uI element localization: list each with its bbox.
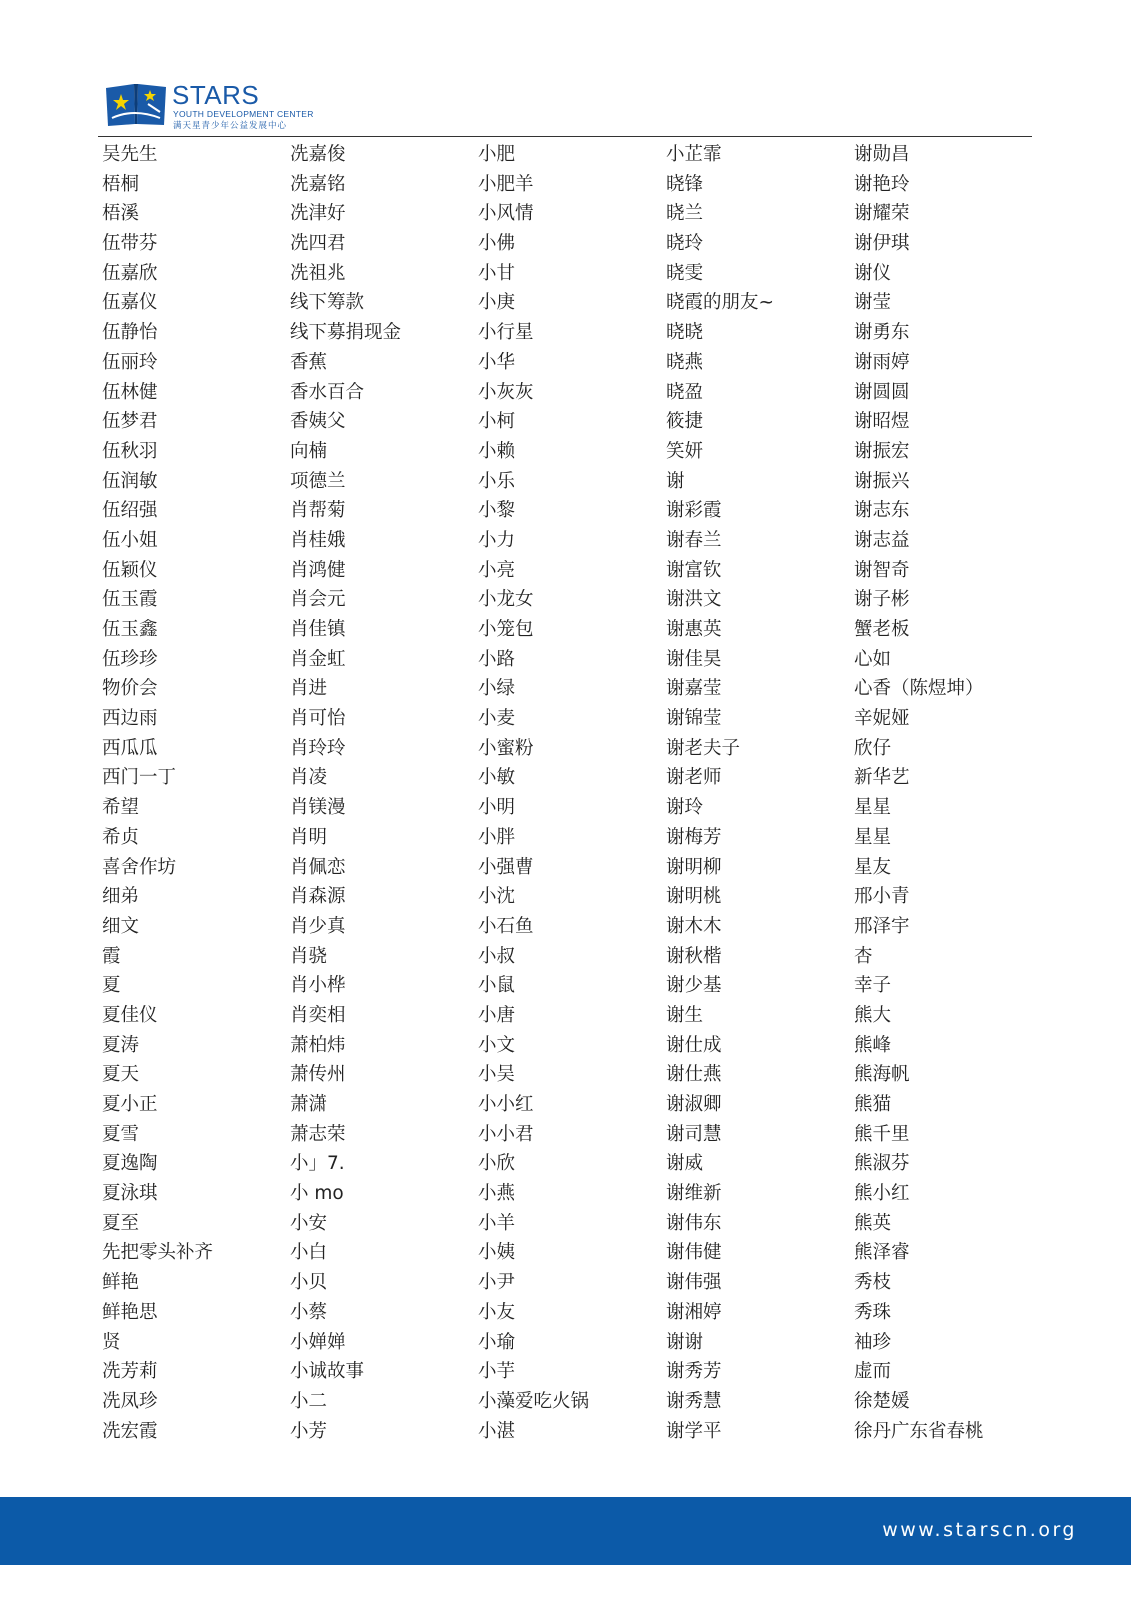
donor-name: 夏雪	[102, 1123, 140, 1145]
donor-name: 小藻爱吃火锅	[478, 1390, 590, 1412]
donor-name: 晓晓	[666, 322, 704, 344]
donor-name: 冼津好	[290, 203, 346, 225]
donor-name: 物价会	[102, 678, 158, 700]
donor-name: 小小红	[478, 1094, 534, 1115]
donor-name: 霞	[102, 945, 121, 967]
donor-name: 伍秋羽	[102, 440, 158, 462]
donor-name: 小瑜	[478, 1331, 516, 1353]
donor-name: 谢秀慧	[666, 1390, 722, 1412]
donor-name: 小芷霏	[666, 144, 722, 165]
donor-name: 小佛	[478, 233, 516, 255]
donor-name: 谢秋楷	[666, 945, 722, 967]
donor-name: 蟹老板	[854, 619, 910, 640]
donor-name: 小湛	[478, 1420, 516, 1442]
donor-name: 谢仕成	[666, 1034, 722, 1056]
donor-name: 袖珍	[854, 1331, 892, 1353]
donor-name: 小甘	[478, 262, 516, 284]
donor-name: 西边雨	[102, 708, 158, 730]
donor-name: 谢勋昌	[854, 144, 910, 165]
donor-name: 小贝	[290, 1272, 328, 1294]
donor-name: 小羊	[478, 1212, 516, 1234]
footer-url[interactable]: www.starscn.org	[882, 1519, 1077, 1541]
donor-name: 谢老夫子	[666, 737, 741, 759]
donor-name: 谢勇东	[854, 322, 910, 344]
donor-name: 伍丽玲	[102, 351, 158, 373]
donor-name: 肖桂娥	[290, 529, 346, 551]
donor-name: 辛妮娅	[854, 708, 910, 730]
donor-name: 幸子	[854, 975, 892, 997]
donor-name: 伍嘉仪	[102, 292, 158, 314]
donor-name: 肖玲玲	[290, 737, 346, 759]
donor-name: 小肥	[478, 144, 516, 165]
donor-name: 晓锋	[666, 173, 704, 195]
donor-name: 谢耀荣	[854, 203, 910, 225]
donor-name: 欣仔	[854, 737, 892, 759]
donor-name: 伍带芬	[102, 233, 158, 255]
donor-name: 喜舍作坊	[102, 856, 177, 878]
donor-name: 谢生	[666, 1004, 704, 1026]
donor-name: 线下筹款	[290, 292, 365, 314]
donor-name: 谢富钦	[666, 559, 722, 581]
donor-name: 小风情	[478, 203, 534, 225]
donor-name: 夏佳仪	[102, 1004, 158, 1026]
donor-name: 夏泳琪	[102, 1183, 158, 1205]
donor-name: 谢仕燕	[666, 1064, 722, 1086]
stars-logo	[104, 80, 314, 132]
donor-name: 谢振宏	[854, 440, 910, 462]
donor-name: 晓燕	[666, 351, 704, 373]
donor-name: 秀珠	[854, 1301, 892, 1323]
donor-name: 小行星	[478, 322, 534, 344]
donor-name: 香水百合	[290, 381, 365, 403]
donor-name: 熊泽睿	[854, 1242, 910, 1264]
donor-name: 西瓜瓜	[102, 737, 158, 759]
donor-name: 谢伊琪	[854, 233, 910, 255]
donor-name: 鲜艳思	[102, 1301, 158, 1323]
donor-name: 谢明柳	[666, 856, 722, 878]
donor-name: 谢伟强	[666, 1272, 722, 1294]
name-column-1	[102, 140, 290, 1446]
donor-name: 谢洪文	[666, 589, 722, 611]
donor-name: 谢锦莹	[666, 708, 722, 730]
donor-name: 冼嘉俊	[290, 144, 346, 165]
donor-name: 谢司慧	[666, 1123, 722, 1145]
donor-name: 秀枝	[854, 1272, 892, 1294]
donor-name: 晓玲	[666, 233, 704, 255]
donor-name: 希贞	[102, 826, 140, 848]
donor-name: 香蕉	[290, 351, 328, 373]
donor-name: 小唐	[478, 1004, 516, 1026]
donor-name: 谢明桃	[666, 886, 722, 908]
donor-name: 肖可怡	[290, 708, 346, 730]
donor-name: 小友	[478, 1301, 516, 1323]
donor-name: 谢湘婷	[666, 1301, 722, 1323]
donor-name: 肖镁漫	[290, 797, 346, 819]
donor-name: 小芋	[478, 1361, 516, 1383]
donor-name: 萧志荣	[290, 1123, 346, 1145]
brand-subtitle-cn: 满天星青少年公益发展中心	[173, 121, 288, 131]
donor-name: 谢志东	[854, 500, 910, 522]
donor-name: 线下募捐现金	[290, 322, 402, 344]
donor-name: 谢春兰	[666, 529, 722, 551]
donor-name: 谢智奇	[854, 559, 910, 581]
donor-name: 谢莹	[854, 292, 892, 314]
name-column-4	[666, 140, 854, 1446]
donor-name: 小欣	[478, 1153, 516, 1175]
donor-name: 邢小青	[854, 886, 910, 908]
donor-name: 伍玉鑫	[102, 619, 158, 640]
donor-name: 谢梅芳	[666, 826, 722, 848]
donor-name: 星星	[854, 826, 892, 848]
footer-band	[0, 1497, 1131, 1565]
donor-name: 小」7.	[290, 1153, 345, 1175]
donor-name: 熊千里	[854, 1123, 910, 1145]
donor-name: 邢泽宇	[854, 915, 910, 937]
donor-name: 伍静怡	[102, 322, 158, 344]
donor-name: 萧柏炜	[290, 1034, 346, 1056]
donor-name: 谢雨婷	[854, 351, 910, 373]
donor-name: 徐楚媛	[854, 1390, 910, 1412]
donor-name: 晓雯	[666, 262, 704, 284]
donor-name: 夏	[102, 975, 121, 997]
donor-name: 小小君	[478, 1123, 534, 1145]
donor-name: 徐丹广东省春桃	[854, 1420, 984, 1442]
donor-name: 小绿	[478, 678, 516, 700]
donor-name: 冼凤珍	[102, 1390, 158, 1412]
donor-name: 熊峰	[854, 1034, 892, 1056]
donor-name: 谢木木	[666, 915, 722, 937]
donor-name: 小 mo	[290, 1183, 344, 1205]
donor-name: 肖帮菊	[290, 500, 346, 522]
donor-name: 肖进	[290, 678, 328, 700]
donor-name: 谢玲	[666, 797, 704, 819]
donor-name: 熊大	[854, 1004, 892, 1026]
donor-name: 肖明	[290, 826, 328, 848]
donor-name: 谢谢	[666, 1331, 704, 1353]
donor-name: 肖少真	[290, 915, 346, 937]
donor-name: 新华艺	[854, 767, 910, 789]
donor-name: 项德兰	[290, 470, 346, 492]
donor-name: 小黎	[478, 500, 516, 522]
donor-name: 肖鸿健	[290, 559, 346, 581]
donor-name: 肖凌	[290, 767, 328, 789]
brand-name: STARS	[172, 80, 260, 110]
donor-name: 小燕	[478, 1183, 516, 1205]
donor-name: 小柯	[478, 411, 516, 433]
donor-name: 吴先生	[102, 144, 158, 165]
donor-name: 谢振兴	[854, 470, 910, 492]
donor-name: 晓盈	[666, 381, 704, 403]
donor-name: 伍林健	[102, 381, 158, 403]
donor-name: 杏	[854, 945, 873, 967]
donor-name: 晓兰	[666, 203, 704, 225]
donor-name: 梧桐	[102, 173, 140, 195]
donor-name: 小婵婵	[290, 1331, 346, 1353]
donor-name: 熊英	[854, 1212, 892, 1234]
donor-name: 小麦	[478, 708, 516, 730]
donor-name: 小华	[478, 351, 516, 373]
donor-name: 晓霞的朋友~	[666, 292, 775, 314]
donor-name: 萧传州	[290, 1064, 346, 1086]
donor-name: 夏涛	[102, 1034, 140, 1056]
donor-name: 伍珍珍	[102, 648, 158, 670]
donor-name: 谢	[666, 470, 685, 492]
donor-name: 谢伟健	[666, 1242, 722, 1264]
donor-name: 夏逸陶	[102, 1153, 158, 1175]
donor-name: 谢惠英	[666, 619, 722, 640]
name-column-3	[478, 140, 666, 1446]
donor-name: 谢佳昊	[666, 648, 722, 670]
donor-name: 小二	[290, 1390, 328, 1412]
donor-name: 肖金虹	[290, 648, 346, 670]
donor-name: 小尹	[478, 1272, 516, 1294]
donor-name: 细文	[102, 915, 140, 937]
donor-name: 小赖	[478, 440, 516, 462]
donor-name: 谢子彬	[854, 589, 910, 611]
donor-name: 小蜜粉	[478, 737, 534, 759]
donor-name: 细弟	[102, 886, 140, 908]
donor-name: 谢仪	[854, 262, 892, 284]
donor-name: 熊淑芬	[854, 1153, 910, 1175]
donor-name-list	[102, 140, 1042, 1446]
donor-name: 熊小红	[854, 1183, 910, 1205]
donor-name: 笑妍	[666, 440, 704, 462]
donor-name: 伍玉霞	[102, 589, 158, 611]
donor-name: 小文	[478, 1034, 516, 1056]
donor-name: 小明	[478, 797, 516, 819]
donor-name: 谢伟东	[666, 1212, 722, 1234]
donor-name: 筱捷	[666, 411, 704, 433]
donor-name: 伍嘉欣	[102, 262, 158, 284]
donor-name: 星友	[854, 856, 892, 878]
donor-name: 小沈	[478, 886, 516, 908]
donor-name: 小叔	[478, 945, 516, 967]
donor-name: 谢昭煜	[854, 411, 910, 433]
donor-name: 夏至	[102, 1212, 140, 1234]
donor-name: 肖佩恋	[290, 856, 346, 878]
donor-name: 先把零头补齐	[102, 1242, 214, 1264]
donor-name: 肖森源	[290, 886, 346, 908]
donor-name: 谢彩霞	[666, 500, 722, 522]
donor-name: 谢学平	[666, 1420, 722, 1442]
donor-name: 心香（陈煜坤）	[854, 678, 984, 700]
donor-name: 心如	[854, 648, 892, 670]
donor-name: 肖小桦	[290, 975, 346, 997]
donor-name: 谢老师	[666, 767, 722, 789]
donor-name: 肖骁	[290, 945, 328, 967]
donor-name: 希望	[102, 797, 140, 819]
donor-name: 小吴	[478, 1064, 516, 1086]
donor-name: 冼宏霞	[102, 1420, 158, 1442]
donor-name: 谢艳玲	[854, 173, 910, 195]
donor-name: 小石鱼	[478, 915, 534, 937]
donor-name: 小蔡	[290, 1301, 328, 1323]
donor-name: 小笼包	[478, 619, 534, 640]
donor-name: 小敏	[478, 767, 516, 789]
donor-name: 谢淑卿	[666, 1094, 722, 1115]
donor-name: 贤	[102, 1331, 121, 1353]
donor-name: 萧潇	[290, 1094, 328, 1115]
donor-name: 谢威	[666, 1153, 704, 1175]
logo-book-icon	[104, 82, 168, 130]
donor-name: 小龙女	[478, 589, 534, 611]
donor-name: 谢志益	[854, 529, 910, 551]
donor-name: 谢维新	[666, 1183, 722, 1205]
donor-name: 小肥羊	[478, 173, 534, 195]
donor-name: 熊猫	[854, 1094, 892, 1115]
donor-name: 小力	[478, 529, 516, 551]
donor-name: 肖佳镇	[290, 619, 346, 640]
donor-name: 小芳	[290, 1420, 328, 1442]
donor-name: 熊海帆	[854, 1064, 910, 1086]
name-column-5	[854, 140, 1042, 1446]
donor-name: 梧溪	[102, 203, 140, 225]
donor-name: 伍润敏	[102, 470, 158, 492]
donor-name: 冼祖兆	[290, 262, 346, 284]
donor-name: 小安	[290, 1212, 328, 1234]
donor-name: 夏小正	[102, 1094, 158, 1115]
donor-name: 小诚故事	[290, 1361, 365, 1383]
donor-name: 小胖	[478, 826, 516, 848]
donor-name: 伍梦君	[102, 411, 158, 433]
donor-name: 小鼠	[478, 975, 516, 997]
donor-name: 小灰灰	[478, 381, 534, 403]
donor-name: 谢秀芳	[666, 1361, 722, 1383]
donor-name: 伍绍强	[102, 500, 158, 522]
donor-name: 香姨父	[290, 411, 346, 433]
name-column-2	[290, 140, 478, 1446]
donor-name: 谢圆圆	[854, 381, 910, 403]
donor-name: 肖奕相	[290, 1004, 346, 1026]
donor-name: 谢嘉莹	[666, 678, 722, 700]
donor-name: 向楠	[290, 440, 328, 462]
donor-name: 小庚	[478, 292, 516, 314]
brand-subtitle: YOUTH DEVELOPMENT CENTER	[173, 109, 314, 119]
donor-name: 虚而	[854, 1361, 892, 1383]
donor-name: 西门一丁	[102, 767, 177, 789]
donor-name: 伍颖仪	[102, 559, 158, 581]
donor-name: 星星	[854, 797, 892, 819]
donor-name: 小乐	[478, 470, 516, 492]
donor-name: 小路	[478, 648, 516, 670]
donor-name: 冼芳莉	[102, 1361, 158, 1383]
header-divider	[98, 136, 1032, 137]
donor-name: 小白	[290, 1242, 328, 1264]
donor-name: 小强曹	[478, 856, 534, 878]
donor-name: 肖会元	[290, 589, 346, 611]
donor-name: 夏天	[102, 1064, 140, 1086]
donor-name: 冼嘉铭	[290, 173, 346, 195]
donor-name: 鲜艳	[102, 1272, 140, 1294]
donor-name: 谢少基	[666, 975, 722, 997]
donor-name: 小亮	[478, 559, 516, 581]
donor-name: 冼四君	[290, 233, 346, 255]
donor-name: 小姨	[478, 1242, 516, 1264]
donor-name: 伍小姐	[102, 529, 158, 551]
